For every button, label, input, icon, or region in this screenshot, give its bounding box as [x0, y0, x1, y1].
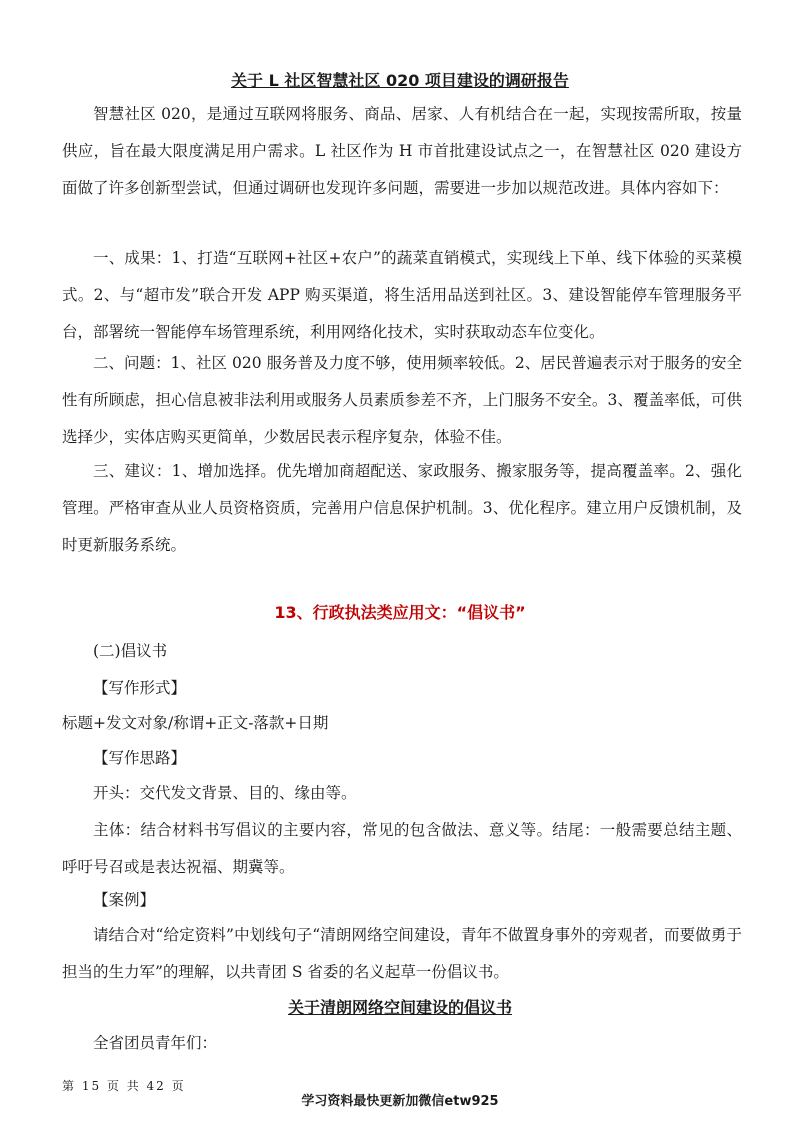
proposal-salutation: 全省团员青年们：: [93, 1034, 218, 1052]
case-text: 请结合对“给定资料”中划线句子“清朗网络空间建设，青年不做置身事外的旁观者，而要做勇于担当的生力军”的理解，以共青团 S 省委的名义起草一份倡议书。: [62, 926, 742, 981]
footer-note: 学习资料最快更新加微信etw925: [301, 1094, 499, 1109]
report-intro: 智慧社区 020，是通过互联网将服务、商品、居家、人有机结合在一起，实现按需所取，按量供应，旨在最大限度满足用户需求。L 社区作为 H 市首批建设试点之一，在智慧社区 020 建设方面做了许多创新型尝试，但通过调研也发现许多问题，需要进一步加以规范改进。具体内容如下：: [62, 105, 742, 197]
writing-idea-label: 【写作思路】: [93, 749, 187, 767]
page-number: 第 15 页 共 42 页: [62, 1079, 186, 1093]
writing-form-text: 标题+发文对象/称谓+正文-落款+日期: [62, 714, 329, 732]
section-subheading: (二)倡议书: [93, 642, 168, 660]
section-heading: 13、行政执法类应用文：“倡议书”: [274, 603, 526, 622]
report-problems: 二、问题：1、社区 020 服务普及力度不够，使用频率较低。2、居民普遍表示对于服务的安全性有所顾虑，担心信息被非法利用或服务人员素质参差不齐，上门服务不安全。3、覆盖率低，可供选择少，实体店购买更简单，少数居民表示程序复杂，体验不佳。: [62, 354, 742, 446]
report-achievements: 一、成果：1、打造“互联网+社区+农户”的蔬菜直销模式，实现线上下单、线下体验的买菜模式。2、与“超市发”联合开发 APP 购买渠道，将生活用品送到社区。3、建设智能停车管理服务平台，部署统一智能停车场管理系统，利用网络化技术，实时获取动态车位变化。: [62, 249, 742, 341]
proposal-title: 关于清朗网络空间建设的倡议书: [287, 998, 512, 1017]
report-suggestions: 三、建议：1、增加选择。优先增加商超配送、家政服务、搬家服务等，提高覆盖率。2、强化管理。严格审查从业人员资格资质，完善用户信息保护机制。3、优化程序。建立用户反馈机制，及时更新服务系统。: [62, 462, 742, 554]
case-label: 【案例】: [93, 891, 156, 909]
writing-idea-opening: 开头：交代发文背景、目的、缘由等。: [93, 784, 357, 802]
writing-form-label: 【写作形式】: [93, 679, 187, 697]
report-title: 关于 L 社区智慧社区 020 项目建设的调研报告: [231, 71, 569, 90]
writing-idea-body: 主体：结合材料书写倡议的主要内容，常见的包含做法、意义等。结尾：一般需要总结主题、呼吁号召或是表达祝福、期冀等。: [62, 821, 742, 876]
